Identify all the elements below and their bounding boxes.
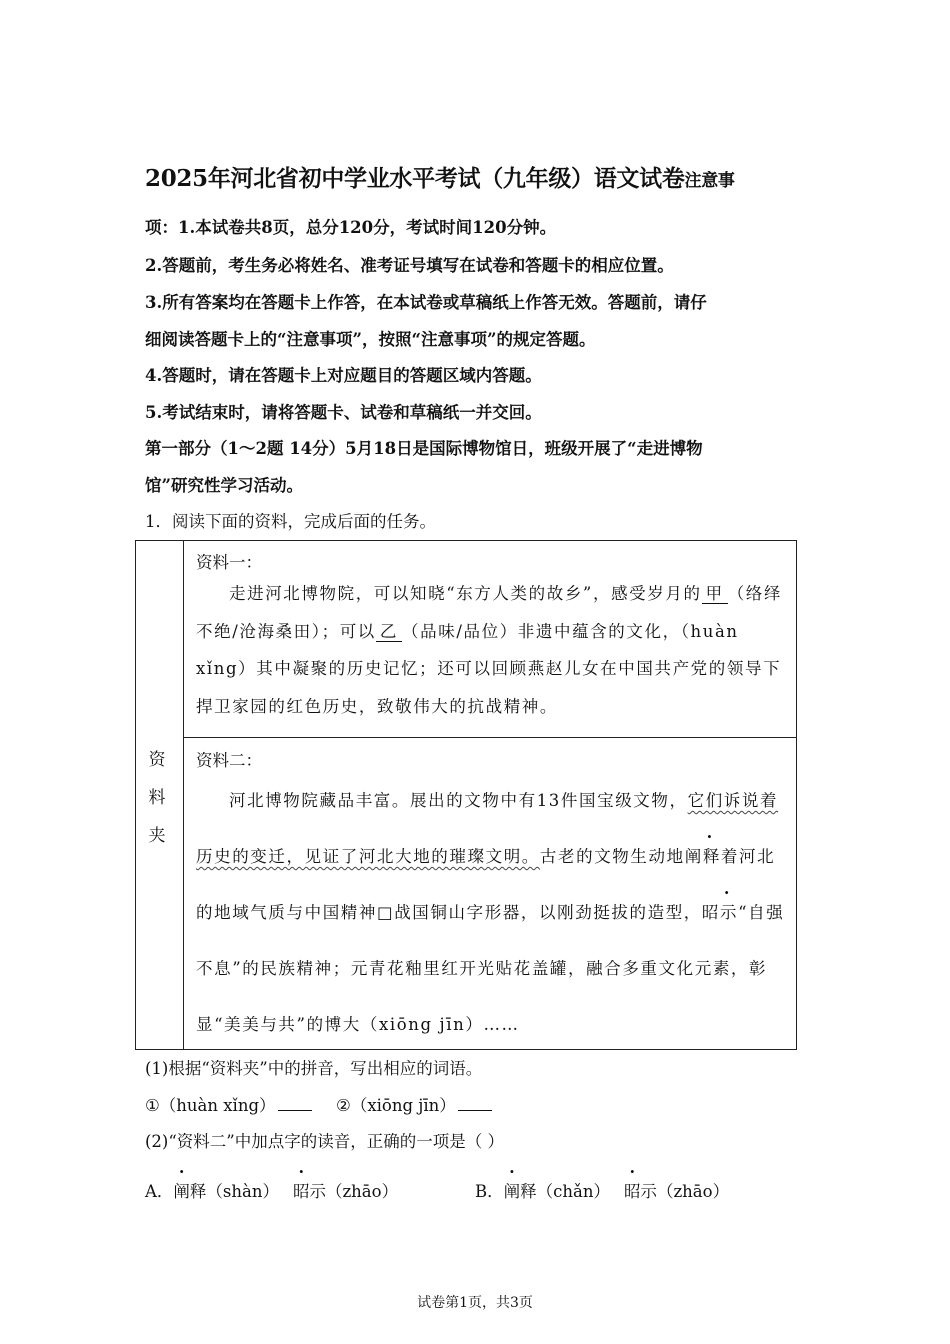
sub-question-1-answers: [145, 1092, 494, 1116]
folder-side-column: [136, 541, 184, 1049]
note-line-4: 细阅读答题卡上的“注意事项”，按照“注意事项”的规定答题。: [145, 330, 596, 349]
title-tail: 注意事: [684, 171, 735, 191]
title-main: 2025年河北省初中学业水平考试（九年级）语文试卷: [145, 165, 685, 192]
question-1-stem: 1．阅读下面的资料，完成后面的任务。: [145, 512, 436, 531]
note-line-6: 5.考试结束时，请将答题卡、试卷和草稿纸一并交回。: [145, 403, 542, 422]
folder-label: 资 料 夹: [148, 750, 166, 846]
note-line-2: 2.答题前，考生务必将姓名、准考证号填写在试卷和答题卡的相应位置。: [145, 256, 674, 275]
material-one: [196, 551, 786, 725]
option-a[interactable]: A．阐释（shàn） 昭示（zhāo）: [145, 1182, 399, 1201]
note-line-3: 3.所有答案均在答题卡上作答，在本试卷或草稿纸上作答无效。答题前，请仔: [145, 293, 707, 312]
note-line-5: 4.答题时，请在答题卡上对应题目的答题区域内答题。: [145, 366, 542, 385]
blank-jia: 甲: [702, 584, 728, 604]
material-divider: [184, 737, 796, 738]
sub-question-2-stem: (2)“资料二”中加点字的读音，正确的一项是（ ）: [145, 1132, 504, 1151]
dotted-char-zhao: 昭: [701, 903, 720, 922]
dotted-char-chan: 阐: [684, 847, 703, 866]
answer-label-b: ②（xiōng jīn）: [336, 1096, 456, 1115]
part-intro-1: 第一部分（1～2题 14分）5月18日是国际博物馆日，班级开展了“走进博物: [145, 439, 703, 458]
blank-yi: 乙: [376, 622, 402, 642]
option-b[interactable]: B．阐释（chǎn） 昭示（zhāo）: [475, 1182, 730, 1201]
page-footer: 试卷第1页，共3页: [417, 1295, 533, 1311]
material-two-text: 河北博物院藏品丰富。展出的文物中有13件国宝级文物，它们诉说着历史的变迁，见证了河北大地的璀璨文明。古老的文物生动地阐释着河北的地域气质与中国精神□战国铜山字形器，以刚劲挺拔的造型，昭示“自强不息”的民族精神；元青花釉里红开光贴花盖罐，融合多重文化元素，彰显“美美与共”的博大（xiōng jīn）……: [196, 791, 785, 1034]
answer-blank-a[interactable]: [278, 1096, 312, 1111]
material-folder: [135, 540, 797, 1050]
material-one-text: 走进河北博物院，可以知晓“东方人类的故乡”，感受岁月的 甲 （络绎不绝/沧海桑田）；可以 乙 （品味/品位）非遗中蕴含的文化，（huàn xǐng）其中凝聚的历史记忆；还可以回顾燕赵儿女在中国共产党的领导下捍卫家园的红色历史，致敬伟大的抗战精神。: [196, 584, 782, 716]
material-two: [196, 749, 786, 1053]
wavy-underlined-sentence: 它们诉说着历史的变迁，见证了河北大地的璀璨文明。: [196, 791, 779, 866]
part-intro-2: 馆”研究性学习活动。: [145, 476, 303, 495]
answer-label-a: ①（huàn xǐng）: [145, 1096, 276, 1115]
answer-blank-b[interactable]: [458, 1096, 492, 1111]
material-one-heading: 资料一：: [196, 553, 262, 572]
sub-question-1-stem: (1)根据“资料夹”中的拼音，写出相应的词语。: [145, 1059, 483, 1078]
exam-title: [145, 160, 825, 193]
material-two-heading: 资料二：: [196, 751, 262, 770]
note-line-1: 项：1.本试卷共8页，总分120分，考试时间120分钟。: [145, 218, 557, 237]
